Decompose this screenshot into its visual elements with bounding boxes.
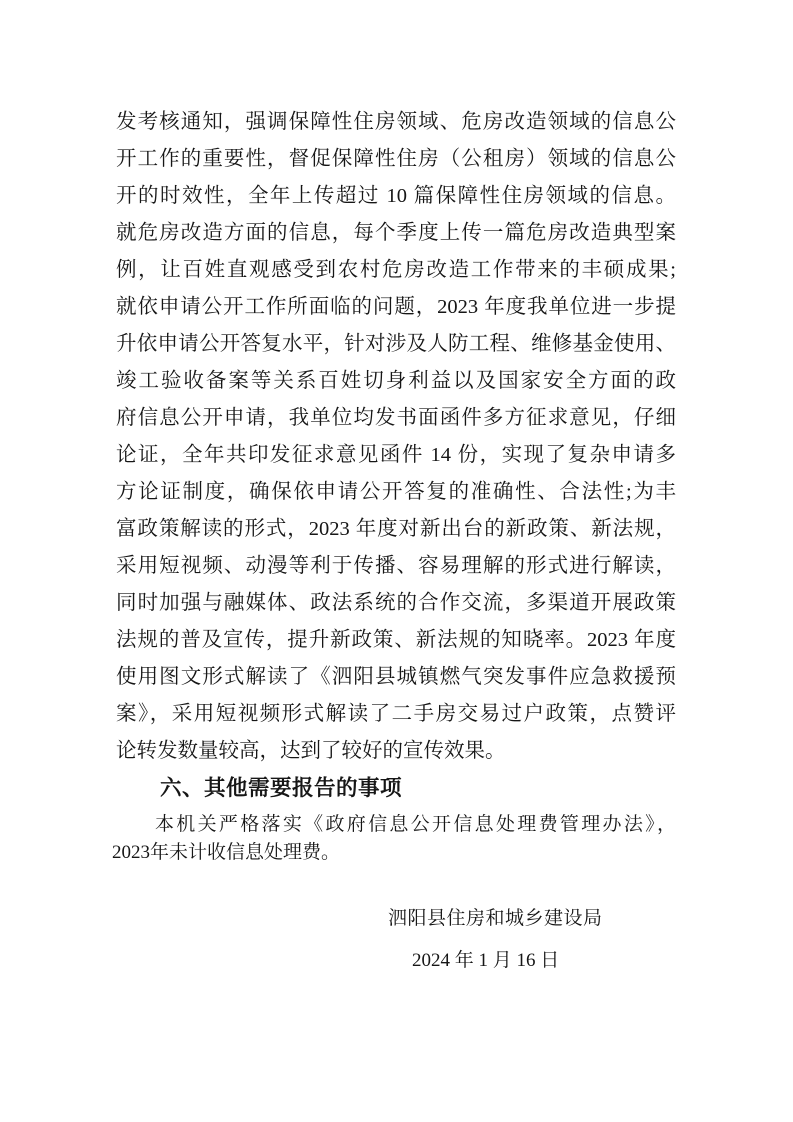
body-line: 开的时效性，全年上传超过 10 篇保障性住房领域的信息。: [116, 185, 676, 207]
body-line: 方论证制度，确保依申请公开答复的准确性、合法性;为丰: [116, 481, 676, 503]
section-heading: 六、其他需要报告的事项: [160, 776, 403, 800]
body-line: 论证，全年共印发征求意见函件 14 份，实现了复杂申请多: [116, 444, 676, 466]
body-line: 例，让百姓直观感受到农村危房改造工作带来的丰硕成果;: [116, 259, 676, 281]
closing-line: 本机关严格落实《政府信息公开信息处理费管理办法》，: [155, 814, 676, 835]
body-line: 法规的普及宣传，提升新政策、新法规的知晓率。2023 年度: [116, 629, 676, 651]
body-line: 就危房改造方面的信息，每个季度上传一篇危房改造典型案: [116, 222, 676, 244]
body-line: 案》，采用短视频形式解读了二手房交易过户政策，点赞评: [116, 703, 676, 725]
body-line: 就依申请公开工作所面临的问题，2023 年度我单位进一步提: [116, 296, 676, 318]
closing-line: 2023年未计收信息处理费。: [112, 842, 341, 863]
body-line: 升依申请公开答复水平，针对涉及人防工程、维修基金使用、: [116, 333, 676, 355]
body-line: 开工作的重要性，督促保障性住房（公租房）领域的信息公: [116, 148, 676, 170]
signature-organization: 泗阳县住房和城乡建设局: [388, 908, 603, 929]
body-line: 发考核通知，强调保障性住房领域、危房改造领域的信息公: [116, 111, 676, 133]
body-line: 采用短视频、动漫等利于传播、容易理解的形式进行解读，: [116, 555, 676, 577]
signature-date: 2024 年 1 月 16 日: [412, 950, 560, 971]
body-line: 论转发数量较高，达到了较好的宣传效果。: [116, 740, 506, 762]
body-line: 使用图文形式解读了《泗阳县城镇燃气突发事件应急救援预: [116, 666, 676, 688]
closing-paragraph: [112, 811, 676, 867]
body-line: 富政策解读的形式，2023 年度对新出台的新政策、新法规，: [116, 518, 676, 540]
body-line: 竣工验收备案等关系百姓切身利益以及国家安全方面的政: [116, 370, 676, 392]
body-line: 府信息公开申请，我单位均发书面函件多方征求意见，仔细: [116, 407, 676, 429]
report-body-paragraph: [116, 104, 676, 807]
body-line: 同时加强与融媒体、政法系统的合作交流，多渠道开展政策: [116, 592, 676, 614]
